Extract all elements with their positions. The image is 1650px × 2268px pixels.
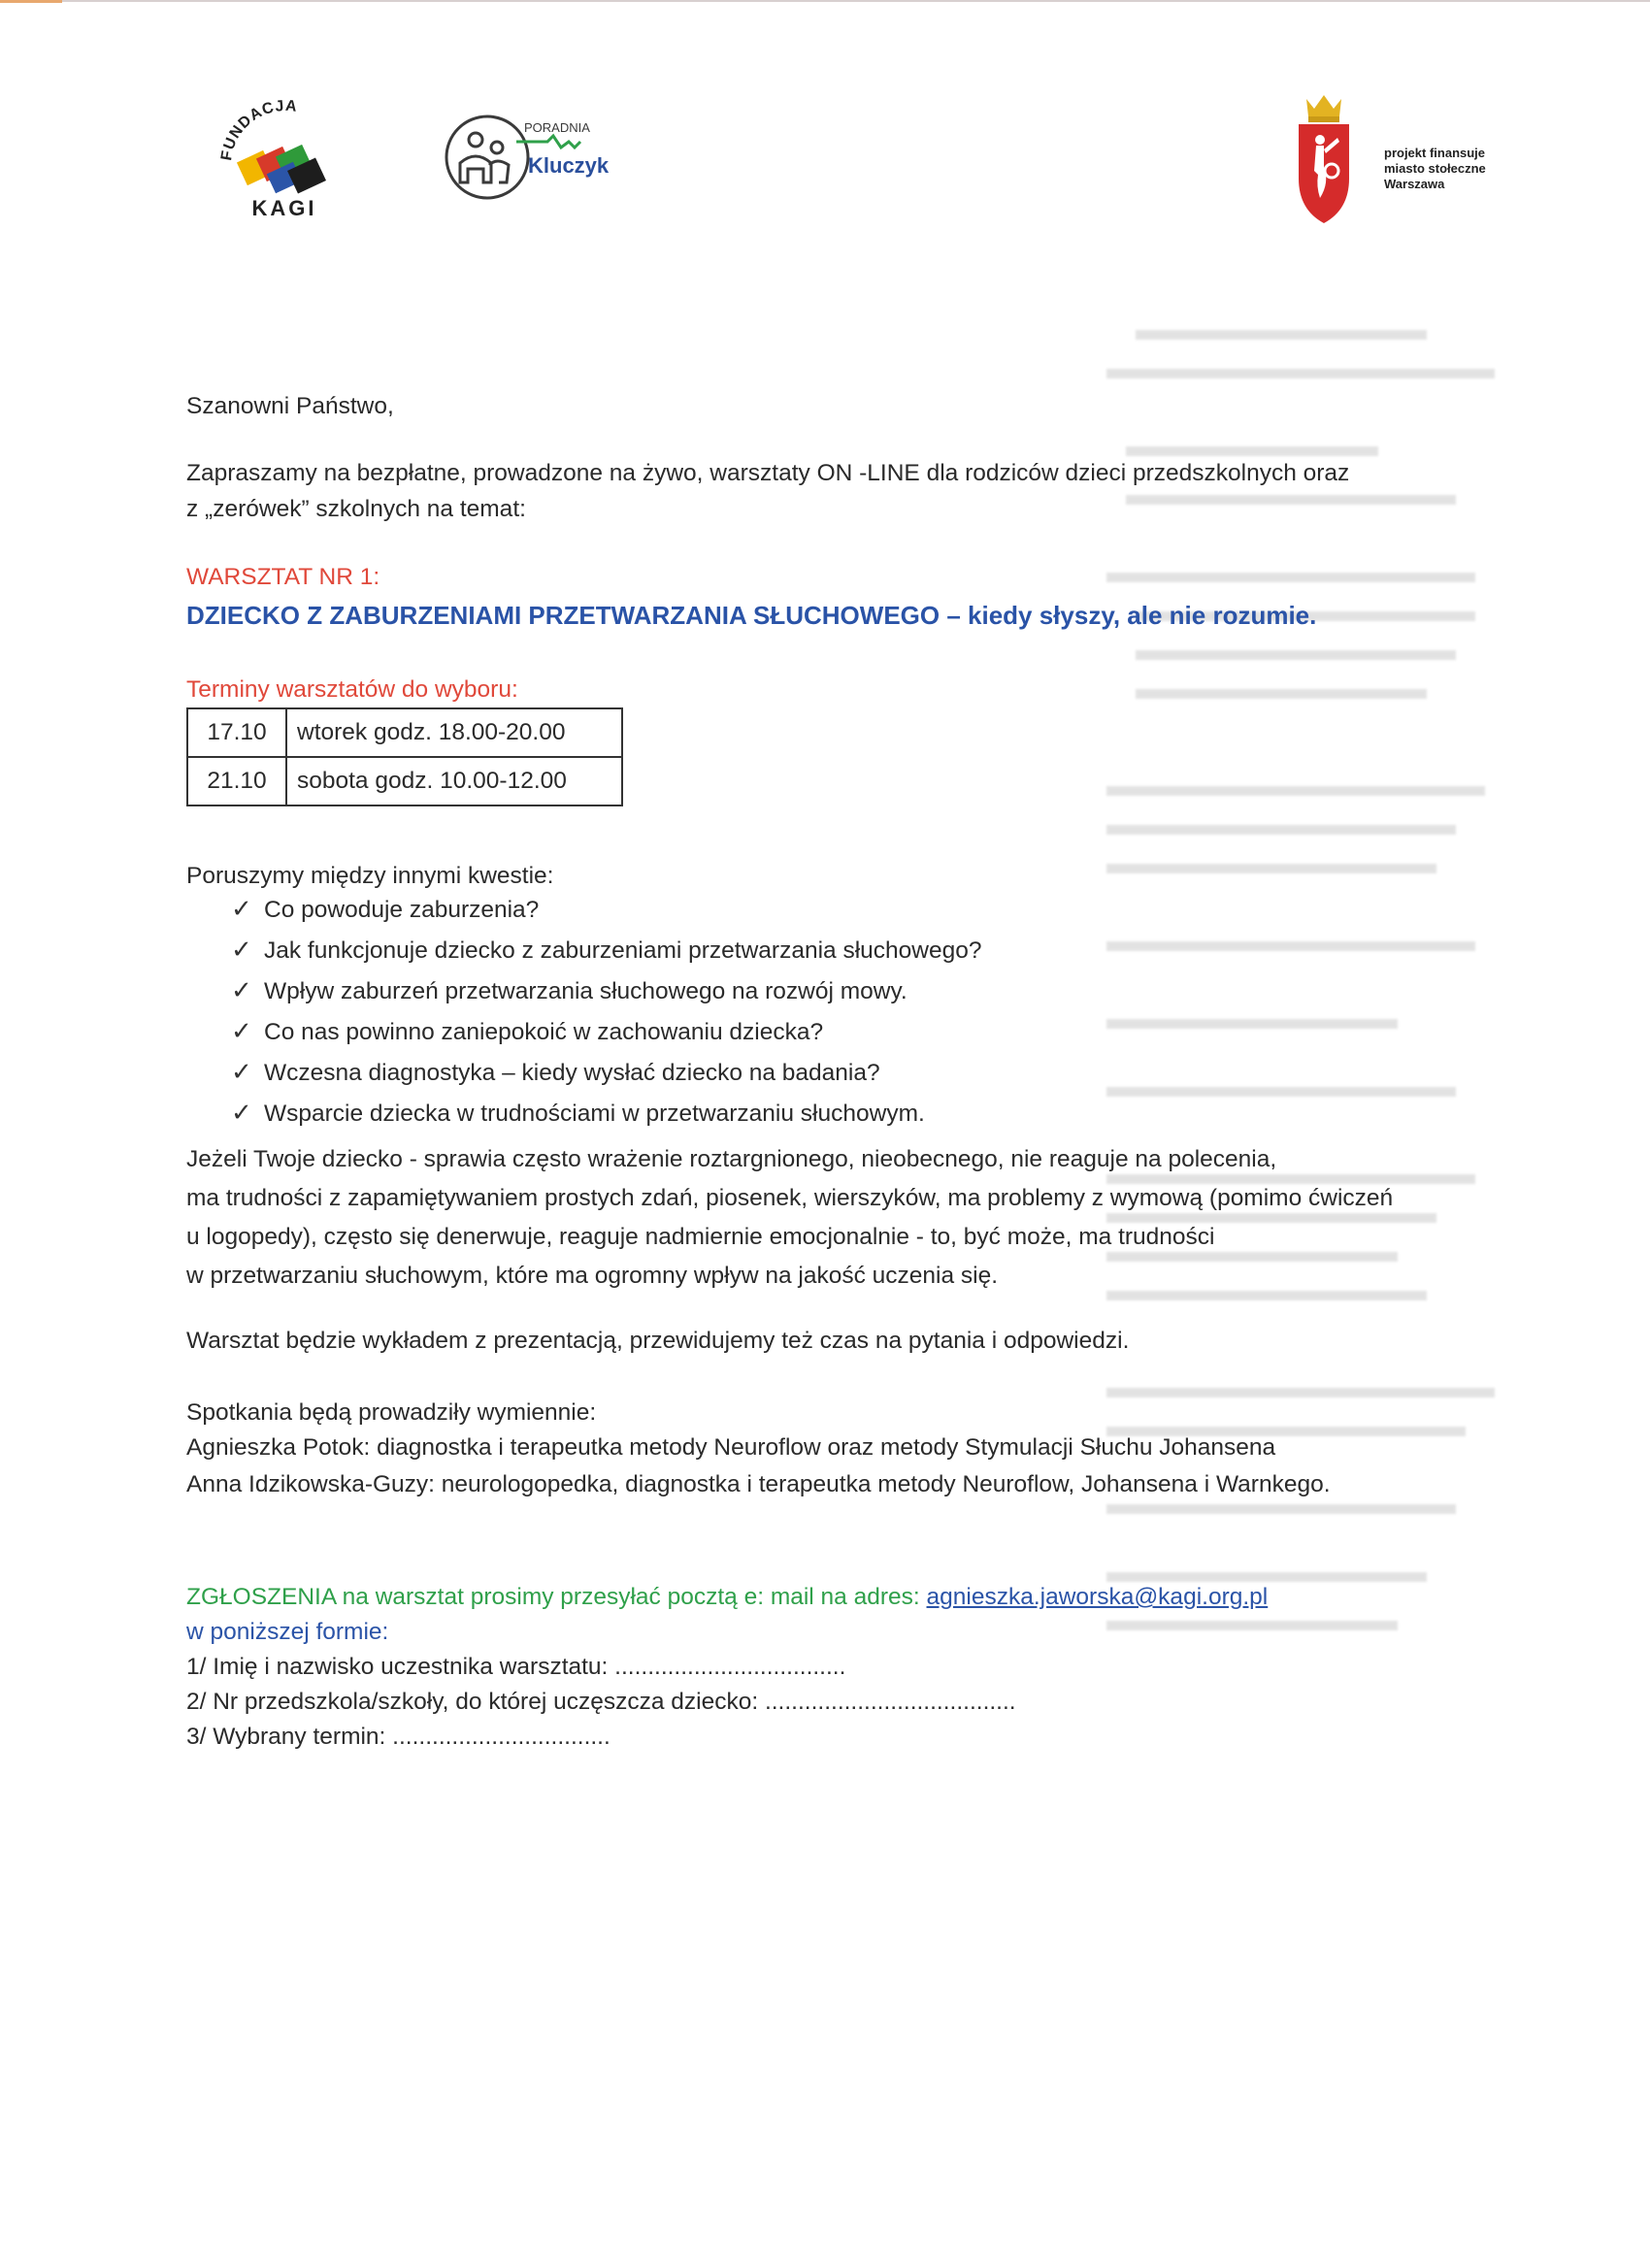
- email-link[interactable]: agnieszka.jaworska@kagi.org.pl: [926, 1584, 1269, 1610]
- workshop-title: DZIECKO Z ZABURZENIAMI PRZETWARZANIA SŁUCHOWEGO – kiedy słyszy, ale nie rozumie.: [186, 601, 1317, 630]
- warsaw-funding-logo: [1287, 89, 1539, 235]
- form-intro: w poniższej formie:: [186, 1619, 389, 1645]
- form-line-3: 3/ Wybrany termin: .................................: [186, 1724, 610, 1750]
- table-row: [187, 757, 622, 805]
- intro-line-2: z „zerówek” szkolnych na temat:: [186, 496, 526, 522]
- funding-text: projekt finansuje miasto stołeczne Warszawa: [1384, 146, 1486, 191]
- list-item: ✓ Co powoduje zaburzenia?: [231, 889, 981, 930]
- registration-text: ZGŁOSZENIA na warsztat prosimy przesyłać pocztą e: mail na adres:: [186, 1584, 927, 1610]
- check-icon: ✓: [231, 1016, 252, 1045]
- hosts-intro: Spotkania będą prowadziły wymiennie:: [186, 1399, 597, 1426]
- topics-list: [231, 889, 981, 1134]
- check-icon: ✓: [231, 975, 252, 1004]
- term-date: 17.10: [187, 708, 286, 757]
- kagi-logo: [212, 95, 357, 221]
- host-2: Anna Idzikowska-Guzy: neurologopedka, diagnostka i terapeutka metody Neuroflow, Johansena i Warnkego.: [186, 1471, 1331, 1497]
- kagi-name: KAGI: [251, 196, 317, 220]
- scan-corner-mark: [0, 0, 62, 3]
- term-slot: wtorek godz. 18.00-20.00: [286, 708, 622, 757]
- form-line-2: 2/ Nr przedszkola/szkoły, do której uczęszcza dziecko: ......................................: [186, 1689, 1016, 1715]
- greeting: Szanowni Państwo,: [186, 393, 394, 419]
- list-item: ✓ Wsparcie dziecka w trudnościami w przetwarzaniu słuchowym.: [231, 1093, 981, 1134]
- kagi-arc-text: FUNDACJA: [218, 97, 299, 162]
- kluczyk-name: Kluczyk: [528, 153, 610, 178]
- form-line-1: 1/ Imię i nazwisko uczestnika warsztatu: ...................................: [186, 1654, 846, 1680]
- list-item: ✓ Jak funkcjonuje dziecko z zaburzeniami przetwarzania słuchowego?: [231, 930, 981, 970]
- table-row: [187, 708, 622, 757]
- intro-line-1: Zapraszamy na bezpłatne, prowadzone na żywo, warsztaty ON -LINE dla rodziców dzieci przedszkolnych oraz: [186, 460, 1350, 486]
- list-item: ✓ Wpływ zaburzeń przetwarzania słuchowego na rozwój mowy.: [231, 970, 981, 1011]
- check-icon: ✓: [231, 935, 252, 964]
- check-icon: ✓: [231, 1098, 252, 1127]
- bleed-through-lines: [1106, 320, 1514, 1873]
- terms-label: Terminy warsztatów do wyboru:: [186, 676, 518, 703]
- format-note: Warsztat będzie wykładem z prezentacją, przewidujemy też czas na pytania i odpowiedzi.: [186, 1328, 1130, 1354]
- host-1: Agnieszka Potok: diagnostka i terapeutka metody Neuroflow oraz metody Stymulacji Słuchu Johansena: [186, 1434, 1276, 1461]
- kluczyk-top-text: PORADNIA: [524, 120, 590, 135]
- topics-intro: Poruszymy między innymi kwestie:: [186, 863, 554, 889]
- check-icon: ✓: [231, 1057, 252, 1086]
- registration-line: [186, 1578, 1268, 1617]
- list-item: ✓ Wczesna diagnostyka – kiedy wysłać dziecko na badania?: [231, 1052, 981, 1093]
- crown-icon: [1306, 95, 1341, 122]
- check-icon: ✓: [231, 894, 252, 923]
- terms-table: [186, 707, 623, 806]
- description-paragraph: Jeżeli Twoje dziecko - sprawia często wrażenie roztargnionego, nieobecnego, nie reaguje na polecenia, ma trudności z zapamiętywaniem prostych zdań, piosenek, wierszyków, ma problemy z wymową (pomimo ćwiczeń u logopedy), często się denerwuje, reaguje nadmiernie emocjonalnie - to, być może, ma trudności w przetwarzaniu słuchowym, które ma ogromny wpływ na jakość uczenia się.: [186, 1146, 1394, 1289]
- workshop-label: WARSZTAT NR 1:: [186, 564, 380, 590]
- term-date: 21.10: [187, 757, 286, 805]
- kluczyk-logo: [439, 107, 633, 204]
- list-item: ✓ Co nas powinno zaniepokoić w zachowaniu dziecka?: [231, 1011, 981, 1052]
- bleed-through-text: [1106, 320, 1514, 1873]
- term-slot: sobota godz. 10.00-12.00: [286, 757, 622, 805]
- scan-top-edge: [0, 0, 1650, 2]
